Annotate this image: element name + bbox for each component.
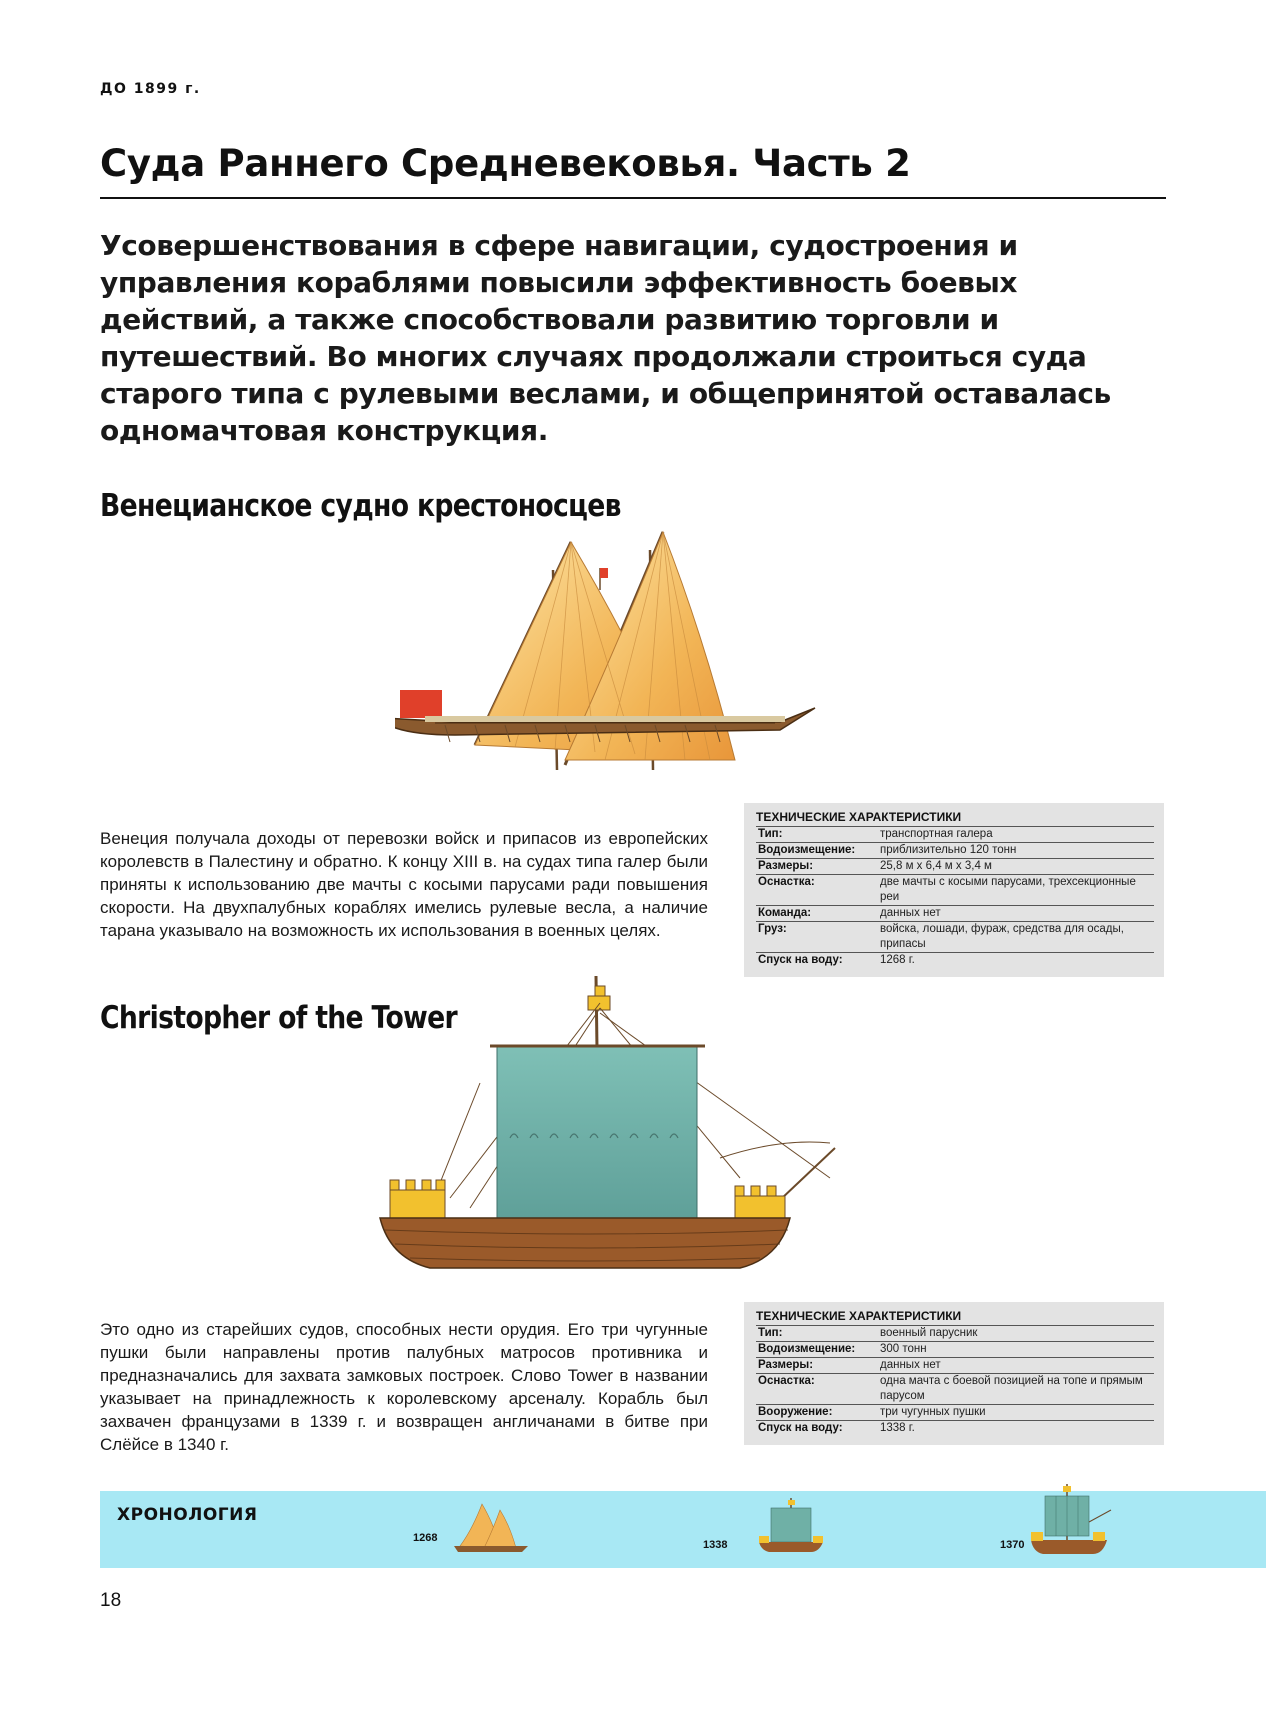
chronology-title: ХРОНОЛОГИЯ: [117, 1505, 258, 1525]
intro-paragraph: Усовершенствования в сфере навигации, судостроения и управления кораблями повысили эффективность боевых действий, а также способствовали развитию торговли и путешествий. Во многих случаях продолжали строиться суда старого типа с рулевыми веслами, и общепринятой оставалась одномачтовая конструкция.: [100, 229, 1111, 447]
page-number: 18: [100, 1590, 122, 1611]
spec-label: Тип:: [756, 827, 880, 843]
spec-label: Тип:: [756, 1326, 880, 1342]
spec-label: Водоизмещение:: [756, 843, 880, 859]
chronology-year: 1268: [413, 1532, 438, 1544]
spec-label: Оснастка:: [756, 875, 880, 906]
title-divider: [100, 197, 1166, 199]
specs-title: ТЕХНИЧЕСКИЕ ХАРАКТЕРИСТИКИ: [756, 1309, 962, 1323]
specs-title: ТЕХНИЧЕСКИЕ ХАРАКТЕРИСТИКИ: [756, 810, 962, 824]
christopher-of-the-tower-illustration: [360, 968, 860, 1278]
specs-table-venetian: [756, 826, 1154, 968]
spec-row: [756, 843, 1154, 859]
spec-row: [756, 953, 1154, 969]
lateen-galley-icon: [452, 1500, 532, 1556]
spec-value: 25,8 м x 6,4 м x 3,4 м: [880, 859, 1154, 875]
spec-value: три чугунных пушки: [880, 1405, 1154, 1421]
spec-value: 1338 г.: [880, 1421, 1154, 1437]
spec-row: [756, 827, 1154, 843]
chronology-year: 1338: [703, 1539, 728, 1551]
spec-label: Размеры:: [756, 1358, 880, 1374]
spec-value: данных нет: [880, 1358, 1154, 1374]
ship-description-christopher: Это одно из старейших судов, способных нести орудия. Его три чугунные пушки были направлены против палубных матросов противника и предназначались для захвата замковых построек. Слово Tower в названии указывает на принадлежность к королевскому арсеналу. Корабль был захвачен французами в 1339 г. и возвращен англичанами в битве при Слёйсе в 1340 г.: [100, 1320, 708, 1454]
spec-label: Груз:: [756, 922, 880, 953]
cog-ship-icon: [755, 1494, 827, 1556]
spec-row: [756, 1358, 1154, 1374]
spec-value: 300 тонн: [880, 1342, 1154, 1358]
ship-description-venetian: Венеция получала доходы от перевозки войск и припасов из европейских королевств в Палестину и обратно. К концу XIII в. на судах типа галер были приняты к использованию две мачты с косыми парусами ради повышения скорости. На двухпалубных кораблях имелись рулевые весла, а наличие тарана указывало на возможность их использования в военных целях.: [100, 829, 708, 940]
page-title: Суда Раннего Средневековья. Часть 2: [100, 142, 911, 185]
spec-row: [756, 1326, 1154, 1342]
specs-box-venetian: [744, 803, 1164, 977]
spec-label: Размеры:: [756, 859, 880, 875]
spec-value: военный парусник: [880, 1326, 1154, 1342]
spec-value: данных нет: [880, 906, 1154, 922]
spec-value: 1268 г.: [880, 953, 1154, 969]
spec-label: Спуск на воду:: [756, 953, 880, 969]
section-label: ДО 1899 г.: [100, 81, 201, 97]
specs-table-christopher: [756, 1325, 1154, 1436]
spec-row: [756, 922, 1154, 953]
spec-row: [756, 875, 1154, 906]
spec-value: две мачты с косыми парусами, трехсекционные реи: [880, 875, 1154, 906]
chronology-year: 1370: [1000, 1539, 1025, 1551]
spec-label: Вооружение:: [756, 1405, 880, 1421]
spec-value: приблизительно 120 тонн: [880, 843, 1154, 859]
spec-row: [756, 1342, 1154, 1358]
spec-row: [756, 859, 1154, 875]
spec-row: [756, 1421, 1154, 1437]
spec-value: транспортная галера: [880, 827, 1154, 843]
spec-row: [756, 1405, 1154, 1421]
ship-heading-venetian: Венецианское судно крестоносцев: [100, 488, 621, 524]
spec-label: Спуск на воду:: [756, 1421, 880, 1437]
specs-box-christopher: [744, 1302, 1164, 1445]
cog-ship-icon: [1027, 1482, 1113, 1558]
spec-label: Водоизмещение:: [756, 1342, 880, 1358]
spec-label: Команда:: [756, 906, 880, 922]
spec-row: [756, 906, 1154, 922]
ship-heading-christopher: Christopher of the Tower: [100, 1000, 457, 1036]
spec-value: войска, лошади, фураж, средства для осады, припасы: [880, 922, 1154, 953]
venetian-galley-illustration: [395, 530, 835, 796]
spec-label: Оснастка:: [756, 1374, 880, 1405]
spec-value: одна мачта с боевой позицией на топе и прямым парусом: [880, 1374, 1154, 1405]
spec-row: [756, 1374, 1154, 1405]
